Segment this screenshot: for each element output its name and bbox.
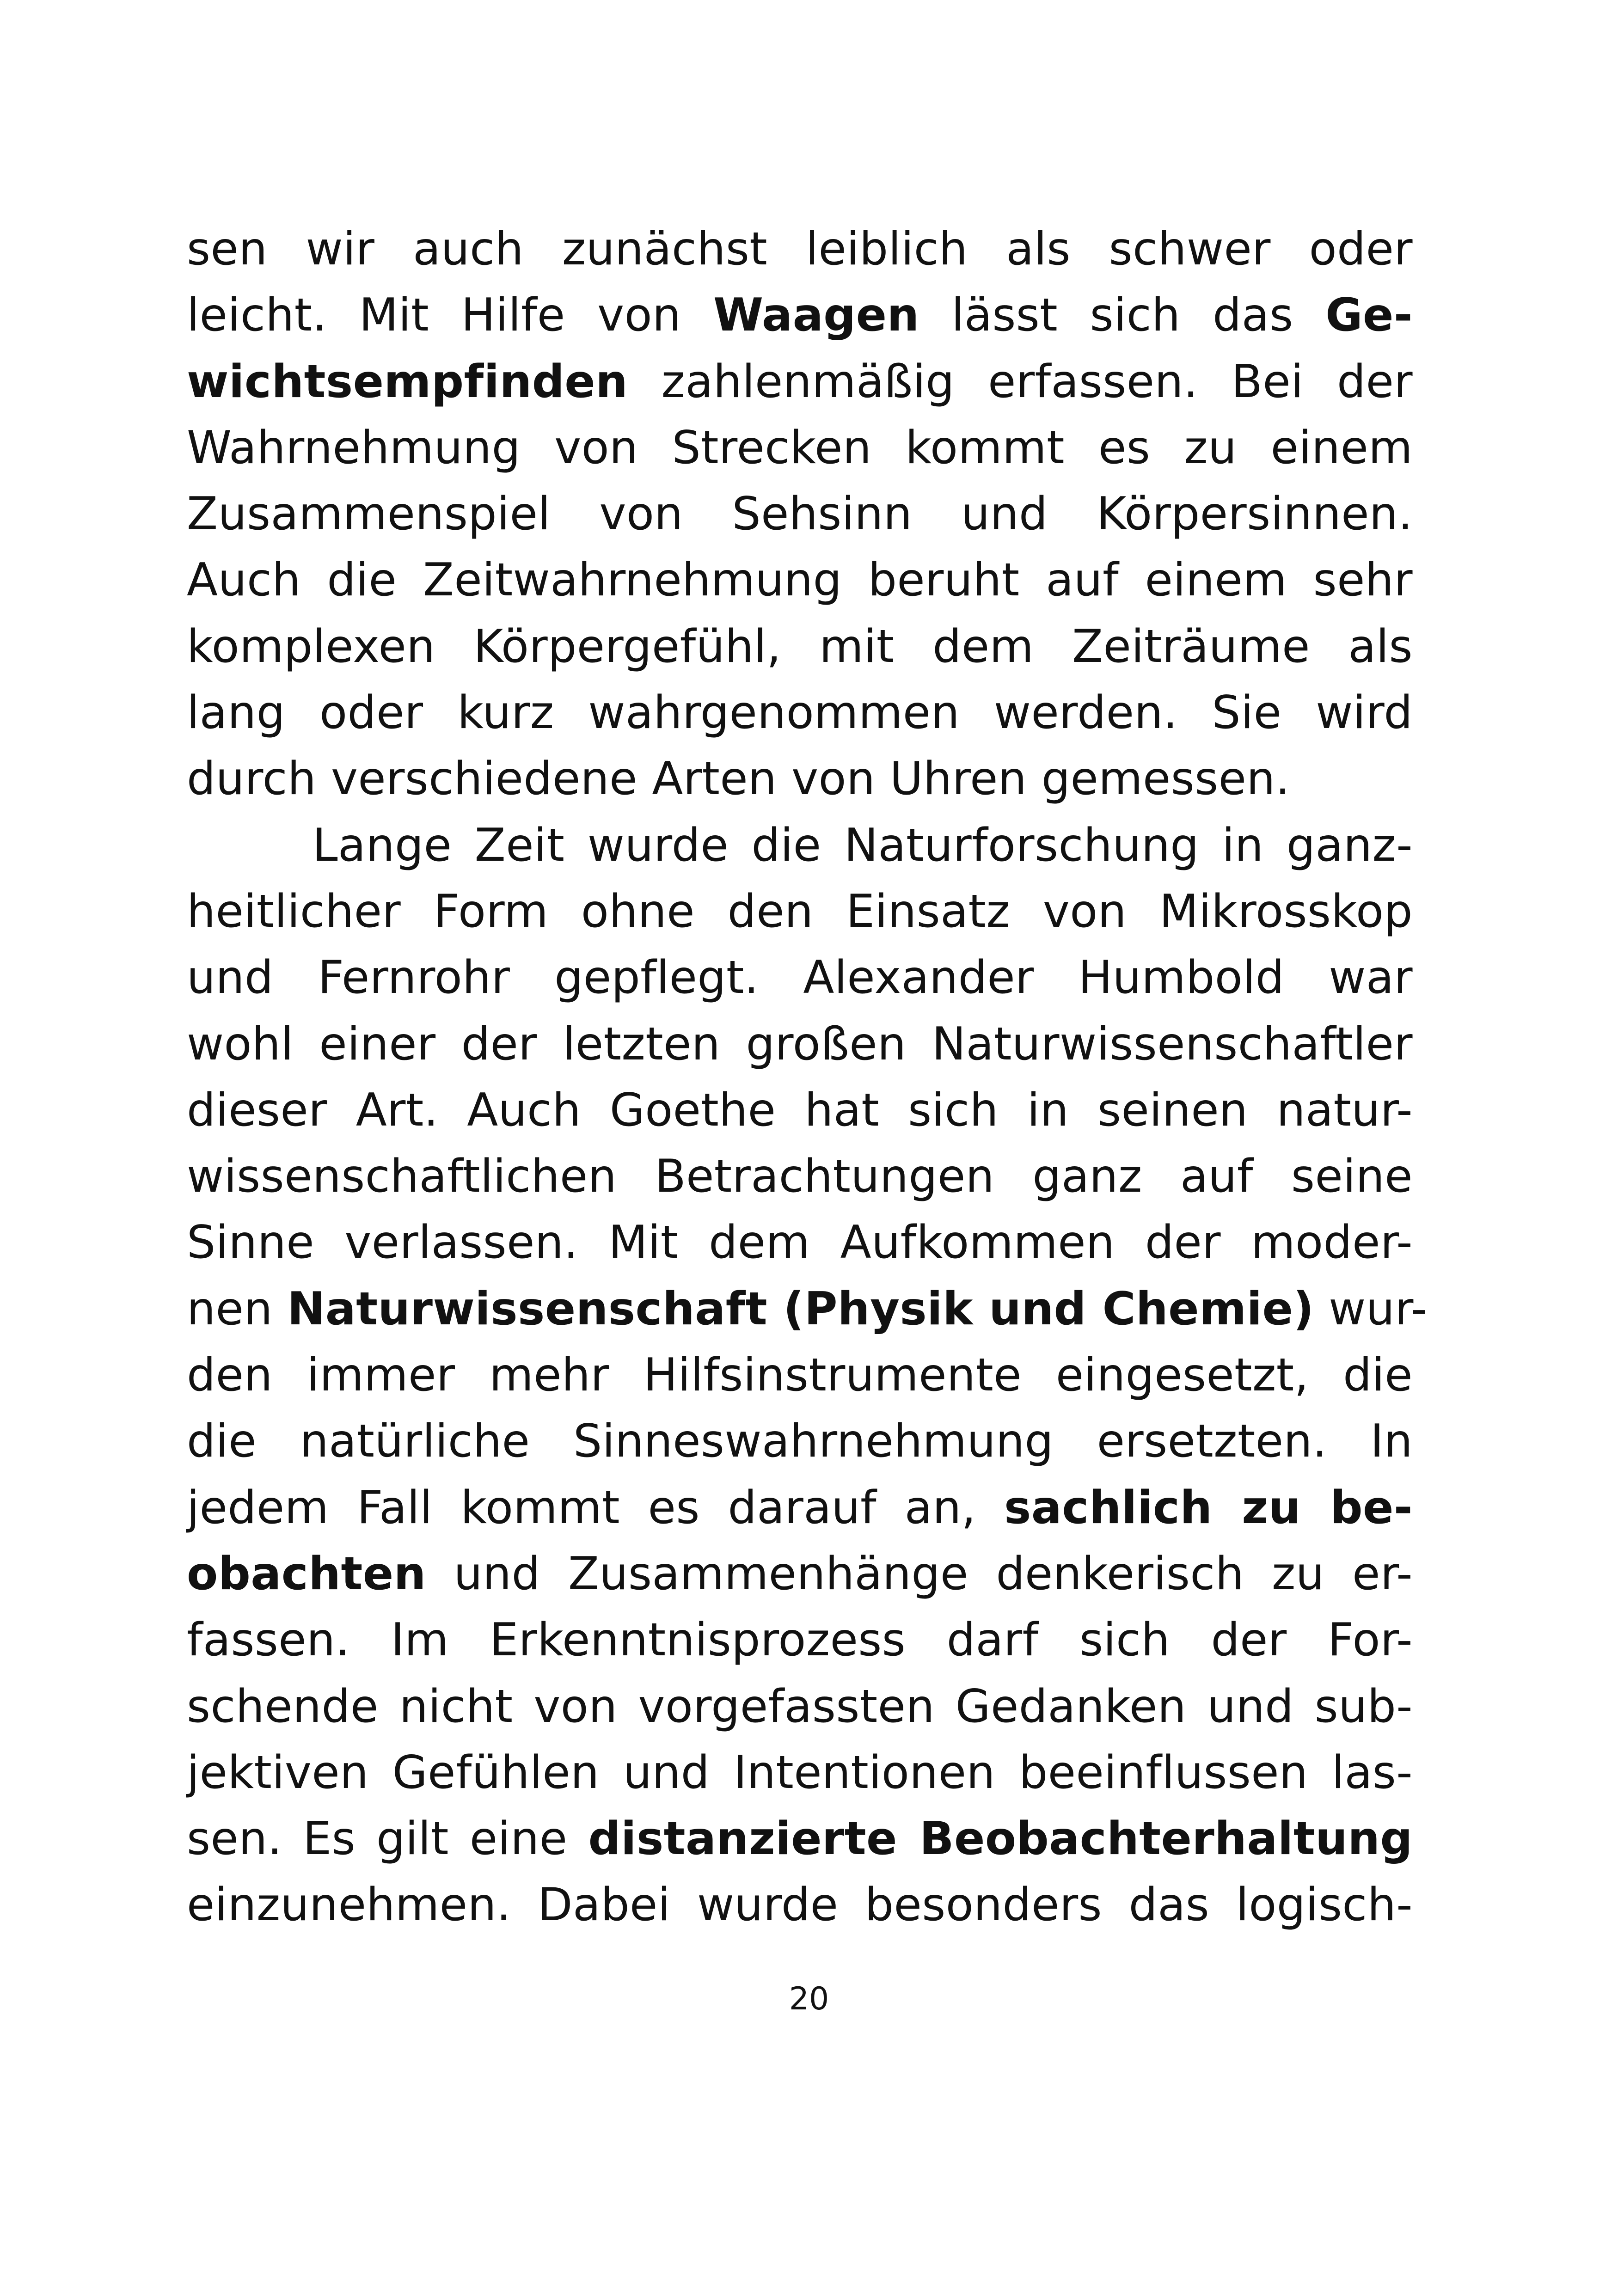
- text-run: und Fernrohr gepflegt. Alexander Humbold war: [187, 951, 1413, 1004]
- text-line: [187, 1872, 1413, 1938]
- text-line: [187, 1210, 1413, 1276]
- text-run: Wahrnehmung von Strecken kommt es zu einem: [187, 421, 1413, 474]
- text-line: [187, 1607, 1413, 1673]
- paragraph: [187, 216, 1413, 813]
- text-run: jektiven Gefühlen und Intentionen beeinflussen las-: [187, 1746, 1413, 1799]
- text-line: [187, 1011, 1413, 1078]
- text-line: [187, 1475, 1413, 1541]
- page-body-text: [187, 216, 1428, 1939]
- text-line: [187, 1408, 1413, 1475]
- bold-term: distanzierte Beobachterhaltung: [588, 1812, 1413, 1866]
- text-line: [187, 1541, 1413, 1607]
- text-line: [187, 1078, 1413, 1144]
- text-run: leicht. Mit Hilfe von: [187, 289, 714, 342]
- text-run: sen wir auch zunächst leiblich als schwer oder: [187, 223, 1413, 276]
- text-run: wur-: [1314, 1282, 1428, 1335]
- bold-term: wichtsempfinden: [187, 355, 628, 408]
- text-line: [187, 349, 1413, 415]
- text-run: wohl einer der letzten großen Naturwissenschaftler: [187, 1017, 1413, 1071]
- text-line: [187, 680, 1413, 746]
- text-run: heitlicher Form ohne den Einsatz von Mikrosskop: [187, 885, 1413, 938]
- text-run: Auch die Zeitwahrnehmung beruht auf einem sehr: [187, 554, 1413, 607]
- text-run: fassen. Im Erkenntnisprozess darf sich der For-: [187, 1614, 1413, 1667]
- text-run: wissenschaftlichen Betrachtungen ganz auf seine: [187, 1150, 1413, 1203]
- text-run: lang oder kurz wahrgenommen werden. Sie wird: [187, 686, 1413, 740]
- text-run: Lange Zeit wurde die Naturforschung in ganz-: [313, 819, 1413, 872]
- text-run: Sinne verlassen. Mit dem Aufkommen der moder-: [187, 1216, 1413, 1269]
- text-run: Zusammenspiel von Sehsinn und Körpersinnen.: [187, 488, 1413, 541]
- text-run: nen: [187, 1282, 288, 1335]
- page-number: 20: [789, 1981, 829, 2017]
- text-run: komplexen Körpergefühl, mit dem Zeiträume als: [187, 620, 1413, 673]
- text-line: [187, 547, 1413, 613]
- text-run: den immer mehr Hilfsinstrumente eingesetzt, die: [187, 1349, 1413, 1402]
- bold-term: Naturwissenschaft (Physik und Chemie): [287, 1282, 1314, 1335]
- text-line: [187, 1342, 1413, 1408]
- text-line: [187, 1276, 1428, 1342]
- text-line: [187, 746, 1413, 812]
- text-run: lässt sich das: [919, 289, 1326, 342]
- text-run: die natürliche Sinneswahrnehmung ersetzten. In: [187, 1415, 1413, 1468]
- text-line: [187, 1674, 1413, 1740]
- text-line: [187, 813, 1413, 879]
- bold-term: obachten: [187, 1547, 426, 1600]
- text-run: zahlenmäßig erfassen. Bei der: [628, 355, 1413, 408]
- text-line: [187, 1740, 1413, 1806]
- text-run: dieser Art. Auch Goethe hat sich in seinen natur-: [187, 1084, 1413, 1137]
- bold-term: sachlich zu be-: [1004, 1481, 1413, 1534]
- text-run: und Zusammenhänge denkerisch zu er-: [426, 1547, 1413, 1600]
- text-line: [187, 945, 1413, 1011]
- text-line: [187, 879, 1413, 945]
- bold-term: Ge-: [1325, 289, 1413, 342]
- text-run: jedem Fall kommt es darauf an,: [187, 1481, 1004, 1534]
- bold-term: Waagen: [713, 289, 919, 342]
- text-run: sen. Es gilt eine: [187, 1812, 588, 1866]
- text-line: [187, 1144, 1413, 1210]
- text-line: [187, 1806, 1413, 1872]
- text-line: [187, 216, 1413, 282]
- text-line: [187, 481, 1413, 547]
- text-line: [187, 282, 1413, 349]
- paragraph: [187, 813, 1428, 1939]
- text-run: einzunehmen. Dabei wurde besonders das logisch-: [187, 1879, 1413, 1932]
- text-line: [187, 415, 1413, 481]
- text-run: schende nicht von vorgefassten Gedanken und sub-: [187, 1680, 1413, 1733]
- text-run: durch verschiedene Arten von Uhren gemessen.: [187, 753, 1290, 806]
- text-line: [187, 614, 1413, 680]
